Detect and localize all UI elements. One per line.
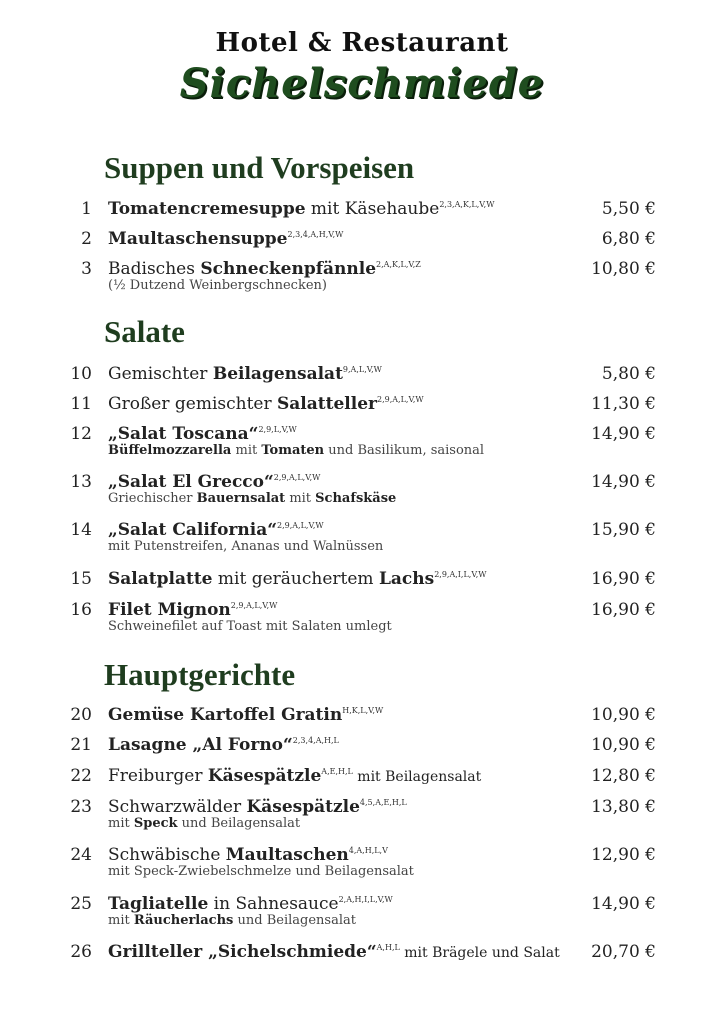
item-price: 10,90 € <box>591 705 656 725</box>
item-price: 16,90 € <box>591 569 656 589</box>
restaurant-logo: Sichelschmiede <box>179 60 545 107</box>
item-number: 15 <box>70 569 92 589</box>
item-name: Tagliatelle in Sahnesauce$^{2,A,H,I,L,V,W}$ <box>108 894 393 914</box>
item-name: Grillteller „Sichelschmiede“$^{A,H,L}$ mit Brägele und Salat <box>108 942 560 962</box>
item-name: Schwäbische Maultaschen$^{4,A,H,L,V}$ <box>108 845 388 865</box>
item-number: 12 <box>70 424 92 444</box>
section-title-salads: Salate <box>104 314 185 349</box>
item-name: Salatplatte mit geräuchertem Lachs$^{2,9,A,I,L,V,W}$ <box>108 569 487 589</box>
item-price: 14,90 € <box>591 472 656 492</box>
item-description: Büffelmozzarella mit Tomaten und Basilikum, saisonal <box>108 443 485 458</box>
section-title-soups: Suppen und Vorspeisen <box>104 150 415 185</box>
item-name: Gemischter Beilagensalat$^{9,A,L,V,W}$ <box>108 364 382 384</box>
item-number: 21 <box>70 735 92 755</box>
item-price: 5,80 € <box>601 364 656 384</box>
item-price: 12,90 € <box>591 845 656 865</box>
item-name: Filet Mignon$^{2,9,A,L,V,W}$ <box>108 600 278 620</box>
item-price: 12,80 € <box>591 766 656 786</box>
item-number: 13 <box>70 472 92 492</box>
item-number: 22 <box>70 766 92 786</box>
section-title-mains: Hauptgerichte <box>104 657 296 692</box>
hotel-subtitle: Hotel & Restaurant <box>215 28 509 58</box>
item-name: „Salat California“$^{2,9,A,L,V,W}$ <box>108 520 324 540</box>
item-number: 25 <box>70 894 92 914</box>
item-description: mit Putenstreifen, Ananas und Walnüssen <box>108 539 384 554</box>
item-name: Freiburger Käsespätzle$^{A,E,H,L}$ mit Beilagensalat <box>108 766 482 786</box>
item-price: 20,70 € <box>591 942 656 962</box>
item-name: Badisches Schneckenpfännle$^{2,A,K,L,V,Z}$ <box>108 259 421 279</box>
item-price: 14,90 € <box>591 424 656 444</box>
item-description: mit Speck-Zwiebelschmelze und Beilagensalat <box>108 864 414 879</box>
item-number: 23 <box>70 797 92 817</box>
item-description: mit Speck und Beilagensalat <box>108 816 301 831</box>
item-price: 10,80 € <box>591 259 656 279</box>
item-price: 5,50 € <box>601 199 656 219</box>
item-number: 16 <box>70 600 92 620</box>
item-number: 3 <box>81 259 92 279</box>
item-price: 13,80 € <box>591 797 656 817</box>
item-number: 24 <box>70 845 92 865</box>
item-name: „Salat El Grecco“$^{2,9,A,L,V,W}$ <box>108 472 321 492</box>
item-number: 14 <box>70 520 92 540</box>
item-price: 11,30 € <box>591 394 656 414</box>
item-description: (½ Dutzend Weinbergschnecken) <box>108 278 327 293</box>
item-name: Lasagne „Al Forno“$^{2,3,4,A,H,L}$ <box>108 735 339 755</box>
item-description: Griechischer Bauernsalat mit Schafskäse <box>108 491 397 506</box>
item-price: 15,90 € <box>591 520 656 540</box>
item-number: 26 <box>70 942 92 962</box>
item-name: Schwarzwälder Käsespätzle$^{4,5,A,E,H,L}$ <box>108 797 407 817</box>
item-description: mit Räucherlachs und Beilagensalat <box>108 913 356 928</box>
item-number: 20 <box>70 705 92 725</box>
item-price: 14,90 € <box>591 894 656 914</box>
item-name: Tomatencremesuppe mit Käsehaube$^{2,3,A,K,L,V,W}$ <box>108 199 495 219</box>
item-price: 6,80 € <box>601 229 656 249</box>
item-price: 10,90 € <box>591 735 656 755</box>
item-name: Großer gemischter Salatteller$^{2,9,A,L,V,W}$ <box>108 394 424 414</box>
item-name: „Salat Toscana“$^{2,9,L,V,W}$ <box>108 424 297 444</box>
item-number: 2 <box>81 229 92 249</box>
item-name: Maultaschensuppe$^{2,3,4,A,H,V,W}$ <box>108 229 344 249</box>
item-description: Schweinefilet auf Toast mit Salaten umlegt <box>108 619 392 634</box>
item-number: 11 <box>70 394 92 414</box>
item-number: 1 <box>81 199 92 219</box>
header <box>0 28 724 106</box>
item-number: 10 <box>70 364 92 384</box>
item-price: 16,90 € <box>591 600 656 620</box>
item-name: Gemüse Kartoffel Gratin$^{H,K,L,V,W}$ <box>108 705 384 725</box>
